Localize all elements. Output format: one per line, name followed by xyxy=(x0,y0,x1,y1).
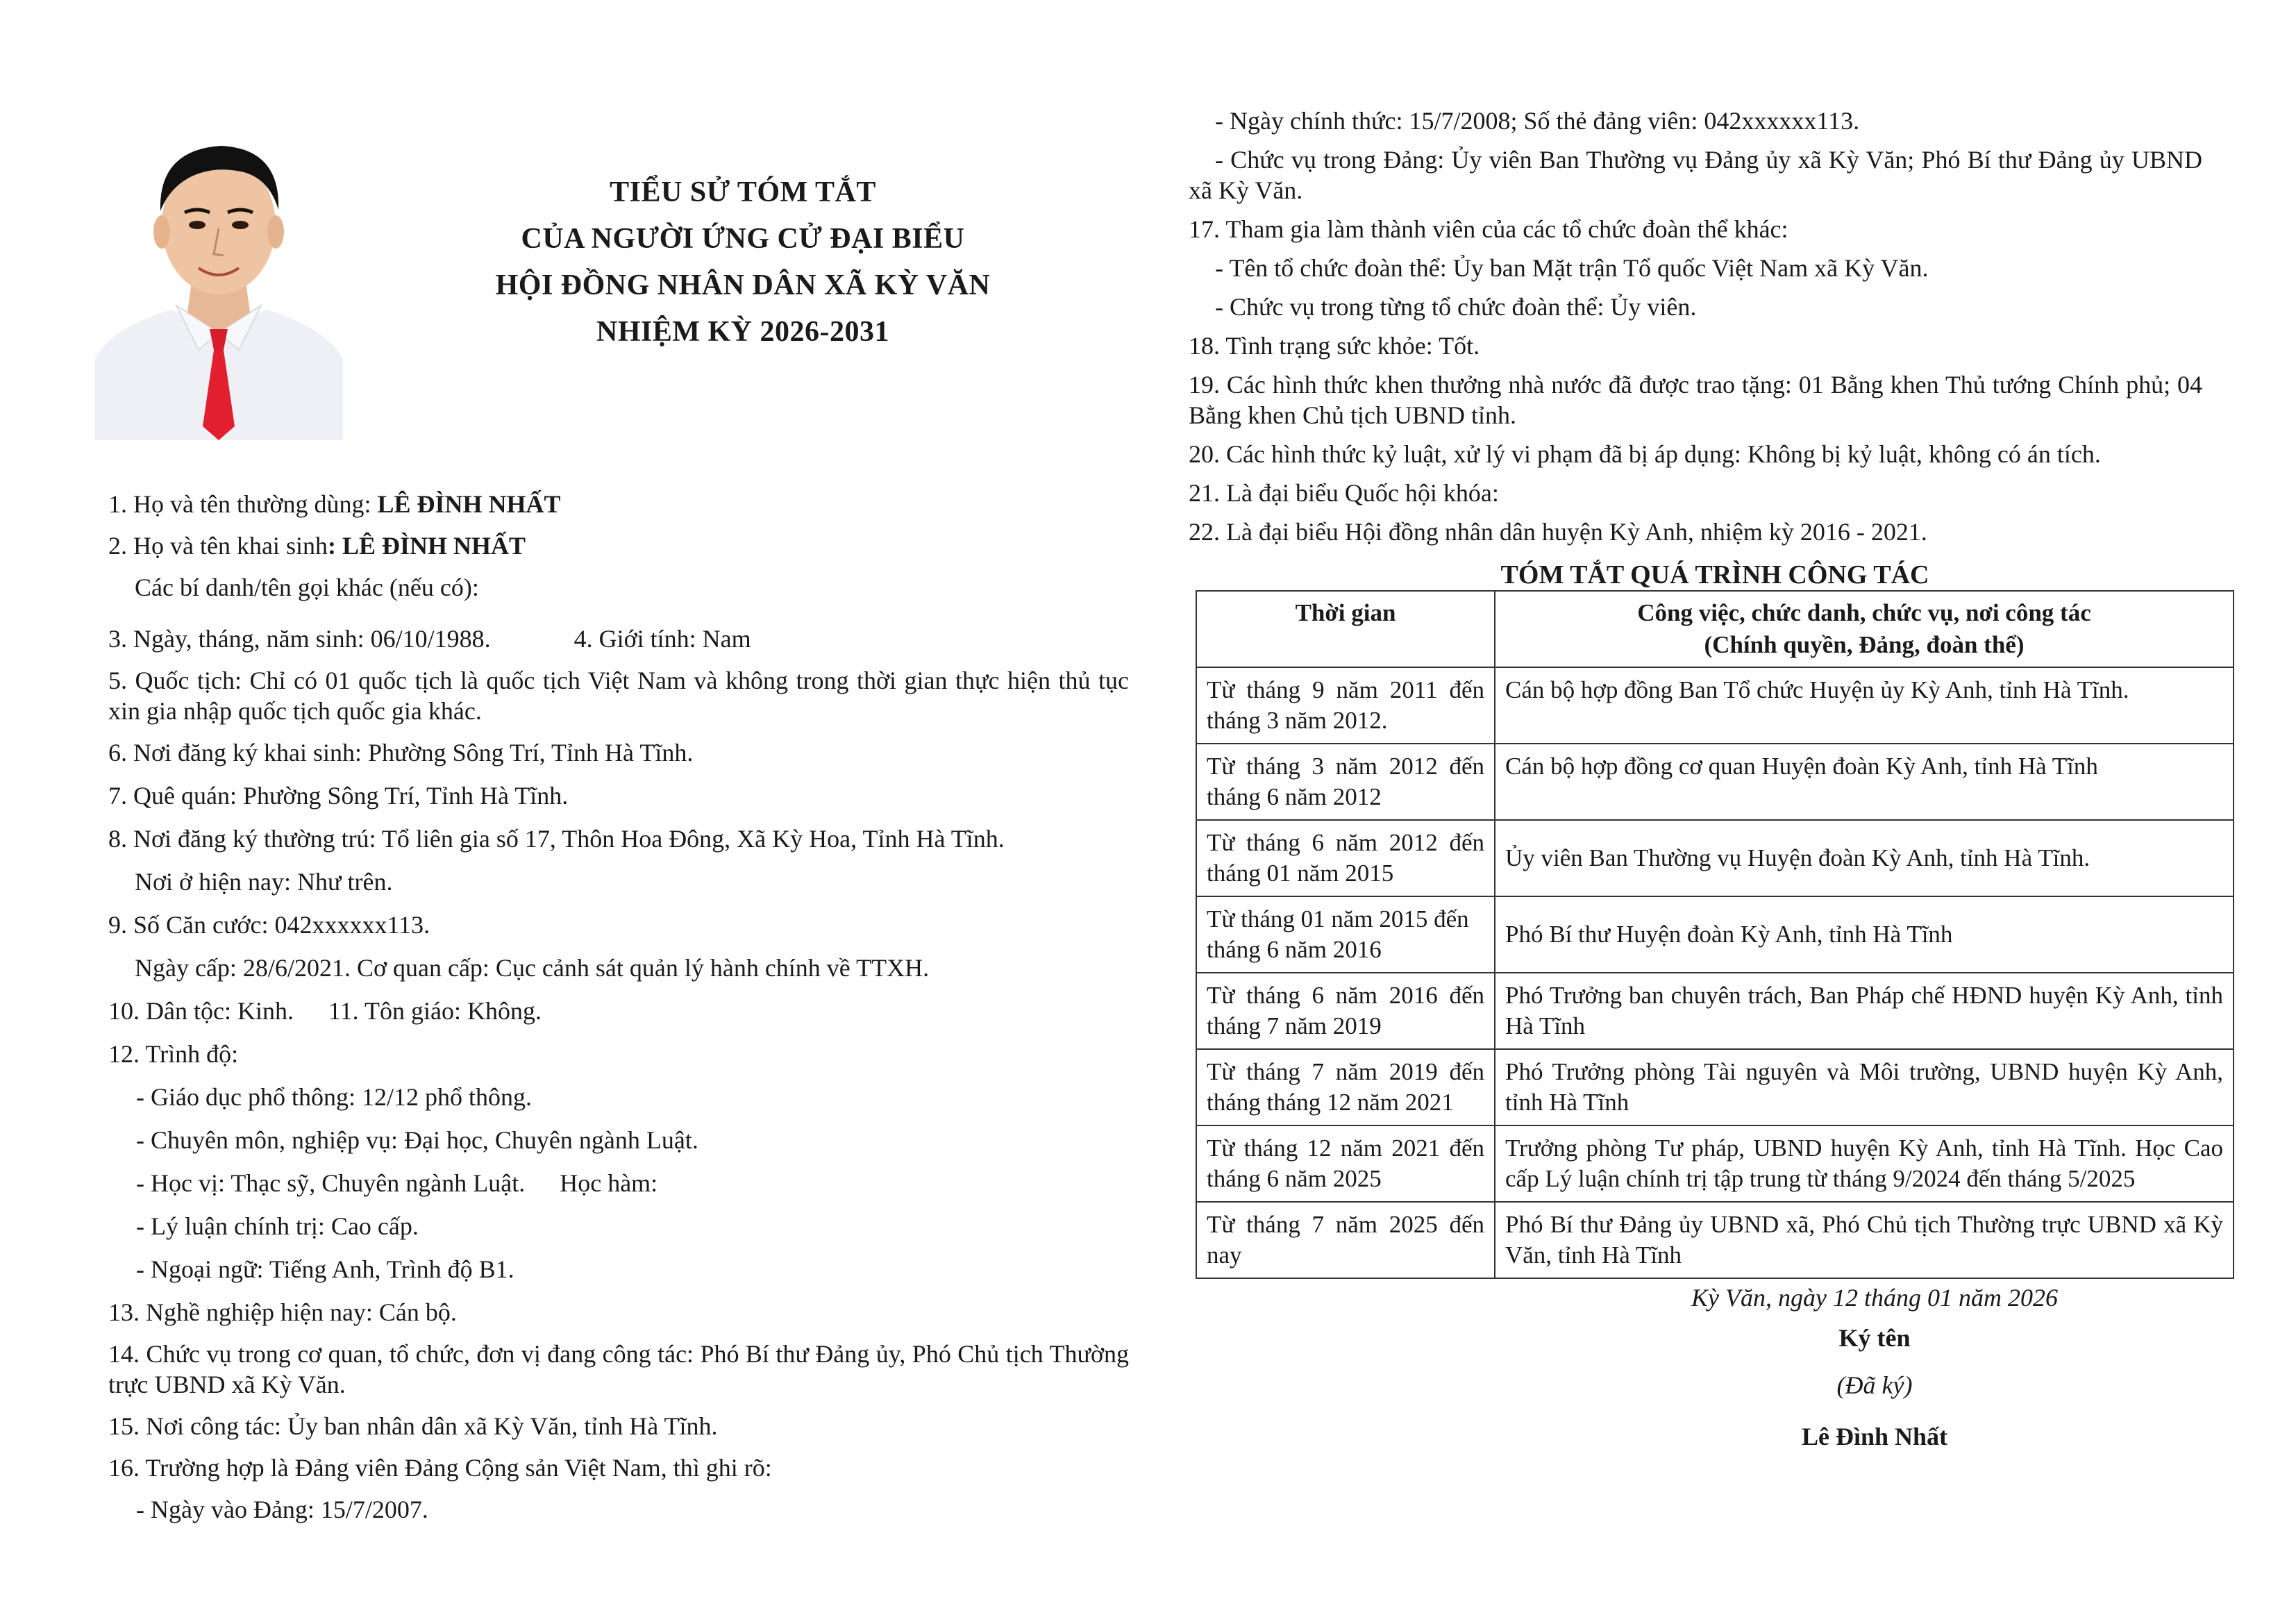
table-row xyxy=(1196,820,2234,896)
row-job: Phó Trưởng ban chuyên trách, Ban Pháp chế HĐND huyện Kỳ Anh, tỉnh Hà Tĩnh xyxy=(1495,973,2234,1049)
title-line-2: CỦA NGƯỜI ỨNG CỬ ĐẠI BIỂU xyxy=(521,223,965,255)
signed-note: (Đã ký) xyxy=(1836,1371,1913,1399)
id-number-row: 9. Số Căn cước: 042xxxxxx113. xyxy=(108,911,430,939)
gender-text: 4. Giới tính: Nam xyxy=(573,625,751,653)
work-history-title: TÓM TẮT QUÁ TRÌNH CÔNG TÁC xyxy=(1500,560,1929,589)
table-header-row xyxy=(1196,591,2234,667)
column-header-job-line2: (Chính quyền, Đảng, đoàn thể) xyxy=(1704,631,2025,658)
work-history-table xyxy=(1196,590,2234,1279)
row-time: Từ tháng 6 năm 2012 đến tháng 01 năm 2015 xyxy=(1196,820,1495,896)
education-general: - Giáo dục phổ thông: 12/12 phổ thông. xyxy=(136,1083,532,1111)
party-official-date: - Ngày chính thức: 15/7/2008; Số thẻ đảng viên: 042xxxxxx113. xyxy=(1215,107,1860,135)
signer-name: Lê Đình Nhất xyxy=(1801,1423,1948,1450)
district-council-row: 22. Là đại biểu Hội đồng nhân dân huyện Kỳ Anh, nhiệm kỳ 2016 - 2021. xyxy=(1189,518,1927,546)
education-political: - Lý luận chính trị: Cao cấp. xyxy=(136,1212,419,1240)
discipline-row: 20. Các hình thức kỷ luật, xử lý vi phạm đã bị áp dụng: Không bị kỷ luật, không có án tích. xyxy=(1189,440,2101,468)
birth-name-value: : LÊ ĐÌNH NHẤT xyxy=(327,532,526,560)
organizations-header: 17. Tham gia làm thành viên của các tổ chức đoàn thể khác: xyxy=(1189,215,1788,243)
table-row xyxy=(1196,744,2234,820)
organization-name: - Tên tổ chức đoàn thể: Ủy ban Mặt trận Tổ quốc Việt Nam xã Kỳ Văn. xyxy=(1215,254,1929,282)
row-job: Phó Trưởng phòng Tài nguyên và Môi trường, UBND huyện Kỳ Anh, tỉnh Hà Tĩnh xyxy=(1495,1049,2234,1125)
personal-info-section xyxy=(108,489,1129,1537)
education-degree: - Học vị: Thạc sỹ, Chuyên ngành Luật. xyxy=(136,1169,526,1197)
common-name-row xyxy=(108,489,1129,519)
row-job: Trưởng phòng Tư pháp, UBND huyện Kỳ Anh, tỉnh Hà Tĩnh. Học Cao cấp Lý luận chính trị tập trung từ tháng 9/2024 đến tháng 5/2025 xyxy=(1495,1125,2234,1202)
party-position: - Chức vụ trong Đảng: Ủy viên Ban Thường vụ Đảng ủy xã Kỳ Văn; Phó Bí thư Đảng ủy UBND xã Kỳ Văn. xyxy=(1189,146,2202,204)
row-time: Từ tháng 01 năm 2015 đến tháng 6 năm 2016 xyxy=(1196,896,1495,973)
common-name-label: 1. Họ và tên thường dùng: xyxy=(108,490,378,518)
dob-gender-row xyxy=(108,623,1129,654)
candidate-photo xyxy=(94,121,343,440)
hometown-row: 7. Quê quán: Phường Sông Trí, Tỉnh Hà Tĩnh. xyxy=(108,782,569,810)
row-job: Ủy viên Ban Thường vụ Huyện đoàn Kỳ Anh, tỉnh Hà Tĩnh. xyxy=(1495,820,2234,896)
workplace-row: 15. Nơi công tác: Ủy ban nhân dân xã Kỳ Văn, tỉnh Hà Tĩnh. xyxy=(108,1412,718,1440)
title-line-1: TIỂU SỬ TÓM TẮT xyxy=(610,176,876,208)
ethnicity-religion-row xyxy=(108,996,1129,1026)
dob-text: 3. Ngày, tháng, năm sinh: 06/10/1988. xyxy=(108,625,491,653)
current-residence-row: Nơi ở hiện nay: Như trên. xyxy=(135,868,393,896)
education-degree-row xyxy=(108,1168,1129,1198)
health-row: 18. Tình trạng sức khỏe: Tốt. xyxy=(1189,332,1480,360)
table-row xyxy=(1196,896,2234,973)
occupation-row: 13. Nghề nghiệp hiện nay: Cán bộ. xyxy=(108,1298,457,1326)
column-header-time: Thời gian xyxy=(1196,591,1495,667)
row-job: Phó Bí thư Huyện đoàn Kỳ Anh, tỉnh Hà Tĩnh xyxy=(1495,896,2234,973)
national-assembly-row: 21. Là đại biểu Quốc hội khóa: xyxy=(1189,479,1499,507)
column-header-job-line1: Công việc, chức danh, chức vụ, nơi công tác xyxy=(1637,599,2091,626)
education-professional: - Chuyên môn, nghiệp vụ: Đại học, Chuyên ngành Luật. xyxy=(136,1126,698,1154)
party-header: 16. Trường hợp là Đảng viên Đảng Cộng sản Việt Nam, thì ghi rõ: xyxy=(108,1454,772,1482)
ethnicity-text: 10. Dân tộc: Kinh. xyxy=(108,997,294,1025)
table-row xyxy=(1196,667,2234,744)
id-issue-row: Ngày cấp: 28/6/2021. Cơ quan cấp: Cục cảnh sát quản lý hành chính về TTXH. xyxy=(135,954,930,982)
aliases-row: Các bí danh/tên gọi khác (nếu có): xyxy=(135,574,479,601)
place-date: Kỳ Văn, ngày 12 tháng 01 năm 2026 xyxy=(1691,1284,2058,1312)
party-and-other-info-section xyxy=(1189,106,2202,555)
education-language: - Ngoại ngữ: Tiếng Anh, Trình độ B1. xyxy=(136,1255,514,1283)
birth-registration-row: 6. Nơi đăng ký khai sinh: Phường Sông Trí, Tỉnh Hà Tĩnh. xyxy=(108,739,694,767)
row-job: Phó Bí thư Đảng ủy UBND xã, Phó Chủ tịch Thường trực UBND xã Kỳ Văn, tỉnh Hà Tĩnh xyxy=(1495,1202,2234,1278)
party-join-date: - Ngày vào Đảng: 15/7/2007. xyxy=(136,1496,428,1523)
table-row xyxy=(1196,973,2234,1049)
column-header-job xyxy=(1495,591,2234,667)
sign-label: Ký tên xyxy=(1838,1324,1911,1352)
title-line-4: NHIỆM KỲ 2026-2031 xyxy=(596,316,889,348)
row-time: Từ tháng 7 năm 2025 đến nay xyxy=(1196,1202,1495,1278)
table-row xyxy=(1196,1202,2234,1278)
awards-row: 19. Các hình thức khen thưởng nhà nước đã được trao tặng: 01 Bằng khen Thủ tướng Chính phủ; 04 Bằng khen Chủ tịch UBND tỉnh. xyxy=(1189,371,2202,429)
table-row xyxy=(1196,1049,2234,1125)
row-time: Từ tháng 7 năm 2019 đến tháng tháng 12 năm 2021 xyxy=(1196,1049,1495,1125)
title-line-3: HỘI ĐỒNG NHÂN DÂN XÃ KỲ VĂN xyxy=(495,269,991,301)
row-time: Từ tháng 12 năm 2021 đến tháng 6 năm 2025 xyxy=(1196,1125,1495,1202)
table-row xyxy=(1196,1125,2234,1202)
nationality-row: 5. Quốc tịch: Chỉ có 01 quốc tịch là quốc tịch Việt Nam và không trong thời gian thực hiện thủ tục xin gia nhập quốc tịch quốc gia khác. xyxy=(108,667,1129,725)
common-name-value: LÊ ĐÌNH NHẤT xyxy=(377,490,561,518)
row-job: Cán bộ hợp đồng cơ quan Huyện đoàn Kỳ Anh, tỉnh Hà Tĩnh xyxy=(1495,744,2234,820)
education-header: 12. Trình độ: xyxy=(108,1040,239,1068)
row-time: Từ tháng 6 năm 2016 đến tháng 7 năm 2019 xyxy=(1196,973,1495,1049)
document-title xyxy=(430,169,1055,355)
education-title: Học hàm: xyxy=(560,1169,658,1197)
birth-name-row xyxy=(108,530,1129,561)
position-row: 14. Chức vụ trong cơ quan, tổ chức, đơn vị đang công tác: Phó Bí thư Đảng ủy, Phó Chủ tịch Thường trực UBND xã Kỳ Văn. xyxy=(108,1340,1129,1398)
birth-name-label: 2. Họ và tên khai sinh xyxy=(108,532,328,560)
permanent-residence-row: 8. Nơi đăng ký thường trú: Tổ liên gia số 17, Thôn Hoa Đông, Xã Kỳ Hoa, Tỉnh Hà Tĩnh. xyxy=(108,825,1005,853)
row-time: Từ tháng 3 năm 2012 đến tháng 6 năm 2012 xyxy=(1196,744,1495,820)
organization-position: - Chức vụ trong từng tổ chức đoàn thể: Ủy viên. xyxy=(1215,293,1697,321)
row-time: Từ tháng 9 năm 2011 đến tháng 3 năm 2012. xyxy=(1196,667,1495,744)
row-job: Cán bộ hợp đồng Ban Tổ chức Huyện ủy Kỳ Anh, tỉnh Hà Tĩnh. xyxy=(1495,667,2234,744)
religion-text: 11. Tôn giáo: Không. xyxy=(328,997,542,1025)
